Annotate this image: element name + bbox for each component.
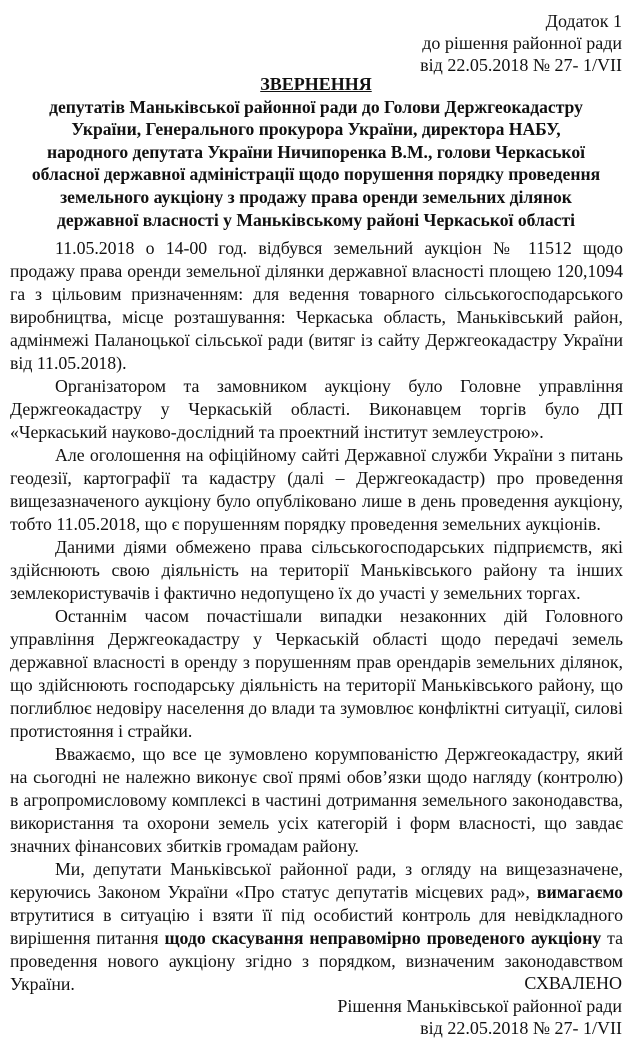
approval-label: СХВАЛЕНО xyxy=(524,973,622,993)
demand-text: Ми, депутати Маньківської районної ради, з огляду на вищезазначене, керуючись Законом України «Про статус депутатів місцевих рад», xyxy=(10,859,623,902)
approval-date-number: від 22.05.2018 № 27- 1/VII xyxy=(420,1018,622,1038)
paragraph-announcement-violation: Але оголошення на офіційному сайті Державної служби України з питань геодезії, картографії та кадастру (далі – Держгеокадастр) про проведення вищезазначеного аукціону було опубліковано лише в день проведення аукціону, тобто 11.05.2018, що є порушенням порядку проведення земельних аукціонів. xyxy=(10,445,623,534)
subtitle-line: депутатів Маньківської районної ради до Голови Держгеокадастру xyxy=(49,96,583,117)
paragraph-auction-info: 11.05.2018 о 14-00 год. відбувся земельний аукціон № 11512 щодо продажу права оренди земельної ділянки державної власності площею 120,1094 га з цільовим призначенням: для ведення товарного сільськогосподарського виробництва, місце розташування: Черкаська область, Маньківський район, адмінмежі Паланоцької сільської ради (витяг із сайту Держгеокадастру України від 11.05.2018). xyxy=(10,238,623,373)
paragraph-rights-restricted: Даними діями обмежено права сільськогосподарських підприємств, які здійснюють свою діяльність на території Маньківського району та інших землекористувачів і фактично недопущено їх до участі у земельних торгах. xyxy=(10,537,623,603)
document-body xyxy=(10,237,623,996)
subtitle-line: земельного аукціону з продажу права оренди земельних ділянок xyxy=(60,186,572,207)
subtitle-line: обласної державної адміністрації щодо порушення порядку проведення xyxy=(31,164,601,185)
annex-block xyxy=(420,10,622,76)
document-title: ЗВЕРНЕННЯ xyxy=(260,74,372,94)
subtitle-line: народного депутата України Ничипоренка В.М., голови Черкаської xyxy=(46,141,586,162)
annex-date-number: від 22.05.2018 № 27- 1/VII xyxy=(420,55,622,75)
demand-emphasis: щодо скасування неправомірно проведеного аукціону xyxy=(164,928,602,948)
approval-reference: Рішення Маньківської районної ради xyxy=(337,995,622,1016)
subtitle-line: України, Генерального прокурора України, директора НАБУ, xyxy=(71,119,561,140)
demand-text: втрутитися в ситуацію і взяти її під особистий контроль для невідкладного вирішення питання xyxy=(10,905,623,948)
demand-emphasis: вимагаємо xyxy=(536,882,623,902)
annex-reference: до рішення районної ради xyxy=(422,33,622,53)
paragraph-corruption: Вважаємо, що все це зумовлено корумпованістю Держгеокадастру, який на сьогодні не належно виконує свої прямі обов’язки щодо нагляду (контролю) в агропромисловому комплексі в частині дотримання земельного законодавства, використання та охорони земель усіх категорій і форм власності, що завдає значних фінансових збитків громадам району. xyxy=(10,744,623,856)
paragraph-illegal-actions: Останнім часом почастішали випадки незаконних дій Головного управління Держгеокадастру у Черкаській області щодо передачі земель державної власності в оренду з порушенням прав орендарів земельних ділянок, що здійснюють господарську діяльність на території Маньківського району, що поглиблює недовіру населення до влади та зумовлює конфліктні ситуації, силові протистояння і страйки. xyxy=(10,606,623,741)
annex-label: Додаток 1 xyxy=(545,11,622,31)
approval-block xyxy=(337,972,622,1040)
paragraph-organizer: Організатором та замовником аукціону було Головне управління Держгеокадастру у Черкаській області. Виконавцем торгів було ДП «Черкаський науково-дослідний та проектний інститут землеустрою». xyxy=(10,376,623,442)
subtitle-line: державної власності у Маньківському районі Черкаської області xyxy=(56,209,575,230)
title-block xyxy=(0,73,632,231)
demand-text: та проведення нового аукціону згідно з порядком, визначеним законодавством України. xyxy=(10,928,623,994)
